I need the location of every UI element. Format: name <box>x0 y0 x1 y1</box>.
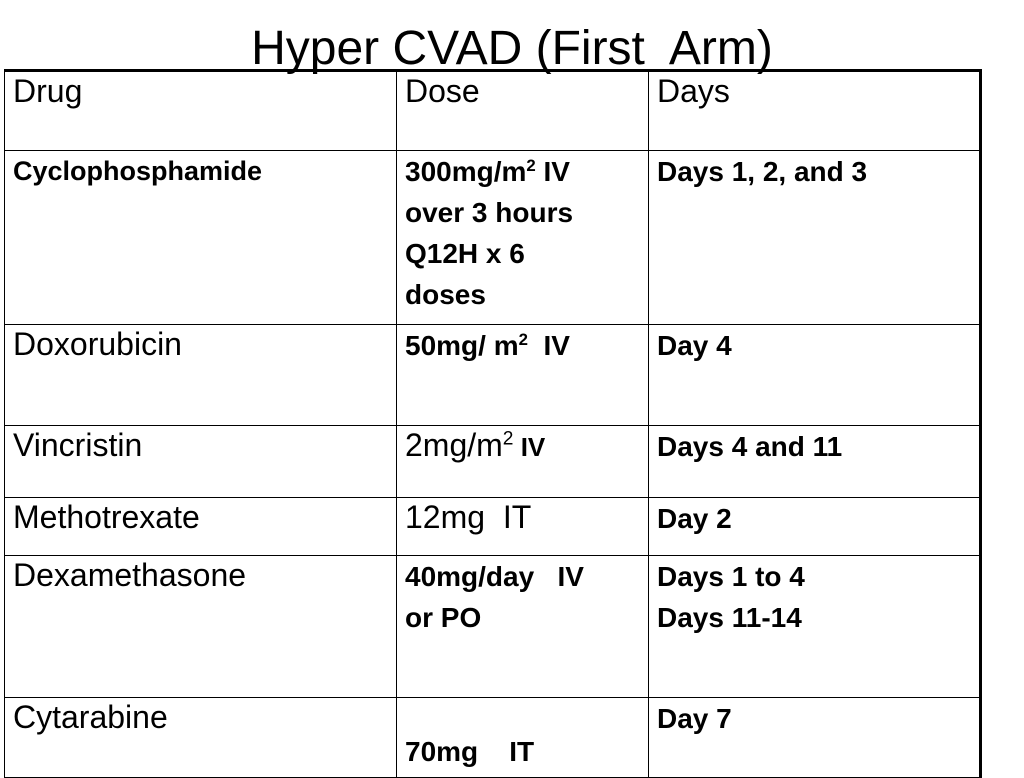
dose-exponent: 2 <box>526 155 536 175</box>
table-row <box>5 325 981 426</box>
dose-exponent: 2 <box>518 329 528 349</box>
days-cell: Days 1 to 4 Days 11-14 <box>649 556 981 698</box>
dose-exponent: 2 <box>502 428 514 450</box>
dose-cell <box>397 426 649 498</box>
days-cell: Day 2 <box>649 498 981 556</box>
dose-cell: 12mg IT <box>397 498 649 556</box>
slide-title: Hyper CVAD (First Arm) <box>251 22 773 75</box>
dose-value: 300mg/m <box>405 156 527 187</box>
table-row <box>5 698 981 778</box>
dose-cell: 70mg IT <box>397 698 649 778</box>
days-cell: Days 1, 2, and 3 <box>649 151 981 325</box>
dose-cell <box>397 325 649 426</box>
days-cell: Day 7 <box>649 698 981 778</box>
regimen-table <box>4 69 982 778</box>
drug-cell: Methotrexate <box>5 498 397 556</box>
dose-route: IV <box>527 330 570 361</box>
table-row <box>5 498 981 556</box>
dose-cell <box>397 151 649 325</box>
table-row <box>5 151 981 325</box>
drug-cell: Doxorubicin <box>5 325 397 426</box>
drug-cell: Cyclophosphamide <box>5 151 397 325</box>
table-row <box>5 426 981 498</box>
days-cell: Days 4 and 11 <box>649 426 981 498</box>
dose-value: 50mg/ m <box>405 330 519 361</box>
dose-route: IV over 3 hours Q12H x 6 doses <box>405 156 574 310</box>
table-header-row <box>5 71 981 151</box>
drug-cell: Vincristin <box>5 426 397 498</box>
table-row <box>5 556 981 698</box>
drug-cell: Cytarabine <box>5 698 397 778</box>
dose-value: 2mg/m <box>405 427 503 463</box>
header-dose: Dose <box>397 71 649 151</box>
header-days: Days <box>649 71 981 151</box>
header-drug: Drug <box>5 71 397 151</box>
dose-route: IV <box>513 432 546 462</box>
dose-cell: 40mg/day IV or PO <box>397 556 649 698</box>
drug-cell: Dexamethasone <box>5 556 397 698</box>
days-cell: Day 4 <box>649 325 981 426</box>
